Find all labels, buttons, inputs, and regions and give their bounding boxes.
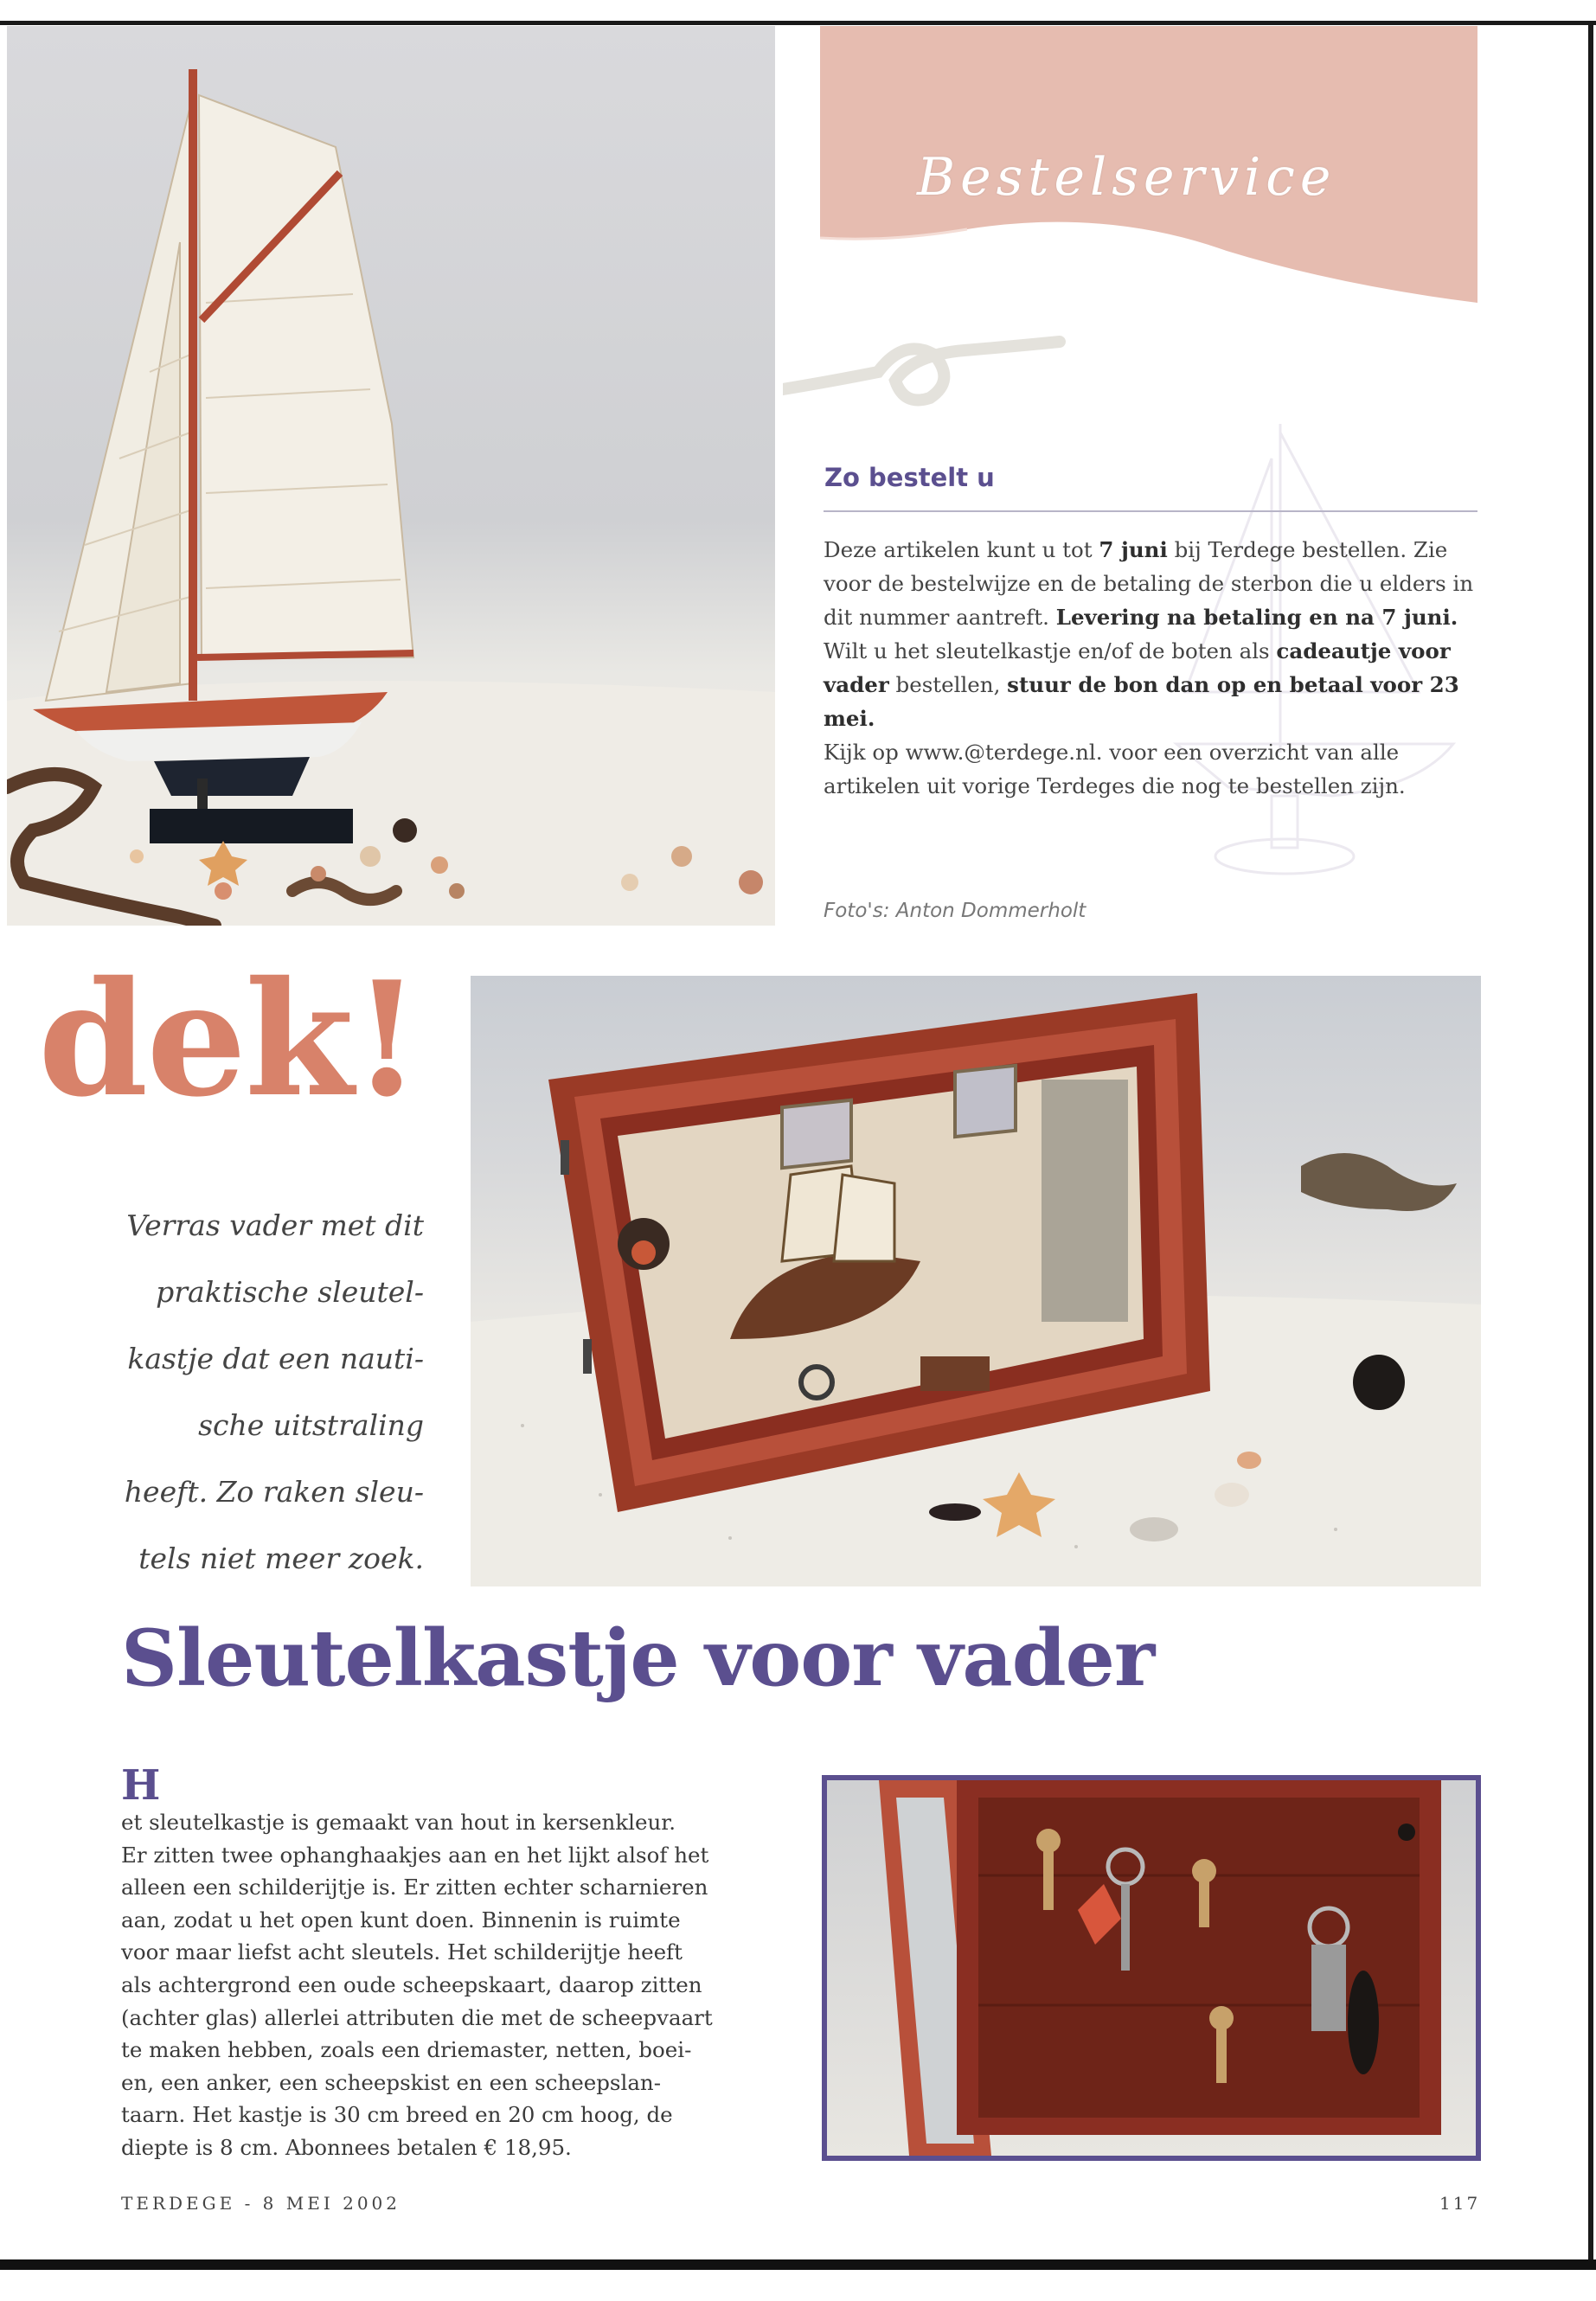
body-line: en, een anker, een scheepskist en een scheepslan- <box>121 2069 661 2095</box>
order-deadline: 7 juni <box>1099 537 1168 562</box>
intro-line: kastje dat een nauti- <box>127 1342 424 1375</box>
order-text-part: bestellen, <box>888 672 1008 697</box>
body-line: aan, zodat u het open kunt doen. Binnenin is ruimte <box>121 1907 681 1932</box>
bottom-border <box>0 2259 1596 2270</box>
header-title: Bestelservice <box>917 147 1336 208</box>
body-line: (achter glas) allerlei attributen die met de scheepvaart <box>121 2004 713 2030</box>
page-number: 117 <box>1439 2193 1481 2214</box>
right-border <box>1588 21 1593 2270</box>
rope-knot-illustration <box>783 320 1068 424</box>
article-body <box>121 1761 779 2164</box>
intro-line: heeft. Zo raken sleu- <box>124 1475 424 1509</box>
body-line: voor maar liefst acht sleutels. Het schilderijtje heeft <box>121 1939 683 1965</box>
intro-line: Verras vader met dit <box>126 1208 424 1242</box>
website-note: Kijk op www.@terdege.nl. voor een overzicht van alle artikelen uit vorige Terdeges die nog te bestellen zijn. <box>824 740 1406 798</box>
gift-note: cadeautje voor vader <box>824 638 1451 697</box>
body-line: diepte is 8 cm. Abonnees betalen € 18,95. <box>121 2134 572 2160</box>
body-line: te maken hebben, zoals een driemaster, netten, boei- <box>121 2037 692 2063</box>
order-instructions <box>824 533 1481 803</box>
heading-divider <box>824 510 1477 512</box>
sailboat-photo <box>7 26 775 926</box>
delivery-note: Levering na betaling en na 7 juni. <box>1055 605 1458 630</box>
top-border <box>0 21 1596 25</box>
feature-intro <box>104 1192 424 1592</box>
order-text-part: bij Terdege bestellen. Zie voor de bestelwijze en de betaling de sterbon die u elders in dit nummer aantreft. <box>824 537 1474 630</box>
feature-kicker: dek! <box>38 946 420 1131</box>
intro-line: tels niet meer zoek. <box>138 1541 424 1575</box>
photo-credit: Foto's: Anton Dommerholt <box>824 900 1086 922</box>
intro-line: praktische sleutel- <box>156 1275 424 1309</box>
open-key-box-photo <box>822 1775 1481 2161</box>
body-line: als achtergrond een oude scheepskaart, daarop zitten <box>121 1971 702 1997</box>
footer-issue: TERDEGE - 8 MEI 2002 <box>121 2193 401 2214</box>
send-before-note: stuur de bon dan op en betaal voor 23 mei. <box>824 672 1459 731</box>
body-line: et sleutelkastje is gemaakt van hout in kersenkleur. <box>121 1810 676 1835</box>
article-title: Sleutelkastje voor vader <box>121 1612 1155 1704</box>
body-line: Er zitten twee ophanghaakjes aan en het lijkt alsof het <box>121 1842 709 1868</box>
order-text-part: Deze artikelen kunt u tot <box>824 537 1099 562</box>
body-line: taarn. Het kastje is 30 cm breed en 20 cm hoog, de <box>121 2102 673 2128</box>
drop-cap: H <box>121 1761 161 1810</box>
intro-line: sche uitstraling <box>198 1408 424 1442</box>
order-text-part: Wilt u het sleutelkastje en/of de boten als <box>824 638 1277 663</box>
body-line: alleen een schilderijtje is. Er zitten echter scharnieren <box>121 1875 708 1900</box>
section-heading: Zo bestelt u <box>824 463 995 492</box>
key-box-photo <box>471 976 1481 1586</box>
